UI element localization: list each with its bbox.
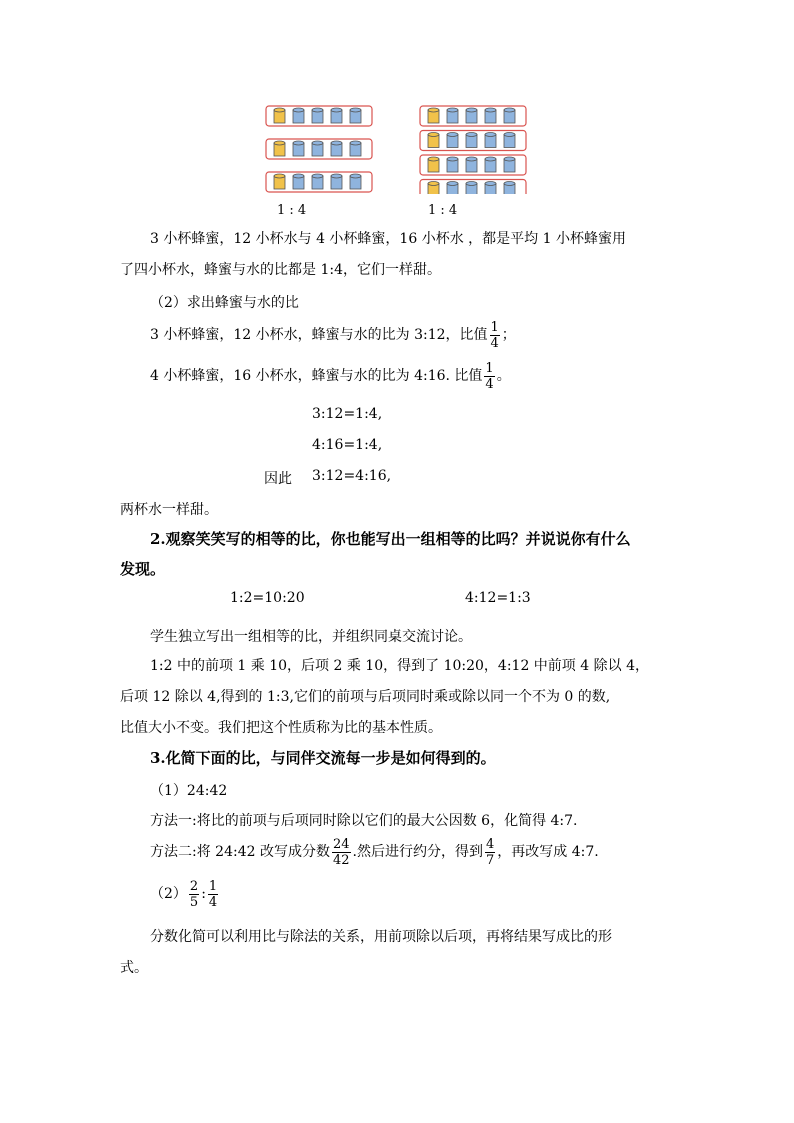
- paragraph-3-line-1: 1:2 中的前项 1 乘 10，后项 2 乘 10，得到了 10:20，4:12 中前项 4 除以 4，: [150, 658, 649, 674]
- therefore-label: 因此: [264, 471, 292, 487]
- fraction-4-7: $\frac{4}{7}$: [485, 836, 495, 868]
- cup-icon: [350, 108, 361, 123]
- cup-icon: [331, 174, 342, 189]
- cup-icon: [428, 133, 439, 148]
- paragraph-4-line-1: 分数化简可以利用比与除法的关系，用前项除以后项，再将结果写成比的形: [150, 929, 612, 945]
- ratio-line-1: 3 小杯蜂蜜，12 小杯水，蜂蜜与水的比为 3:12，比值 $\frac{1}{4}$ ；: [150, 319, 516, 351]
- cup-icon: [466, 157, 477, 172]
- cup-icon: [274, 141, 285, 156]
- cup-icon: [466, 108, 477, 123]
- cup-icon: [312, 141, 323, 156]
- cup-icon: [331, 141, 342, 156]
- paragraph-1-line-1: 3 小杯蜂蜜，12 小杯水与 4 小杯蜂蜜，16 小杯水 ，都是平均 1 小杯蜂蜜用: [150, 231, 626, 247]
- cup-icon: [466, 182, 477, 195]
- cup-icon: [293, 108, 304, 123]
- paragraph-2: 学生独立写出一组相等的比，并组织同桌交流讨论。: [150, 629, 472, 645]
- method-1: 方法一:将比的前项与后项同时除以它们的最大公因数 6，化简得 4:7.: [150, 813, 578, 829]
- cup-icon: [428, 157, 439, 172]
- cup-icon: [504, 157, 515, 172]
- question-2-heading: （2）求出蜂蜜与水的比: [150, 295, 299, 311]
- method-2: 方法二:将 24:42 改写成分数 $\frac{24}{42}$ .然后进行约分，得到 $\frac{4}{7}$ ，再改写成 4:7.: [150, 836, 599, 868]
- heading-2-line-2: 发现。: [120, 560, 166, 578]
- fraction-one-quarter: $\frac{1}{4}$: [490, 319, 499, 351]
- cup-icon: [485, 182, 496, 195]
- cup-icon: [293, 174, 304, 189]
- fraction-one-quarter: $\frac{1}{4}$: [485, 360, 494, 392]
- cup-icon: [312, 174, 323, 189]
- cup-icon: [504, 182, 515, 195]
- conclusion: 两杯水一样甜。: [120, 502, 218, 518]
- ratio-line-1-text: 3 小杯蜂蜜，12 小杯水，蜂蜜与水的比为 3:12，比值: [150, 327, 488, 343]
- cup-icon: [293, 141, 304, 156]
- cup-icon: [466, 133, 477, 148]
- cup-icon: [504, 108, 515, 123]
- cup-icon: [428, 108, 439, 123]
- question-3-1: （1）24:42: [150, 783, 228, 799]
- ratio-line-2-text: 4 小杯蜂蜜，16 小杯水，蜂蜜与水的比为 4:16. 比值: [150, 368, 483, 384]
- cup-icon: [504, 133, 515, 148]
- cup-icon: [312, 108, 323, 123]
- cup-icon: [447, 133, 458, 148]
- paragraph-1-line-2: 了四小杯水，蜂蜜与水的比都是 1:4，它们一样甜。: [120, 262, 441, 278]
- equation-1: 3:12=1:4,: [312, 406, 383, 422]
- paragraph-4-line-2: 式。: [120, 960, 148, 976]
- cup-icon: [485, 108, 496, 123]
- example-ratio-left: 1:2=10:20: [230, 590, 305, 606]
- cup-icon: [447, 157, 458, 172]
- paragraph-3-line-2: 后项 12 除以 4,得到的 1:3,它们的前项与后项同时乘或除以同一个不为 0 的数,: [120, 689, 611, 705]
- cup-icon: [447, 108, 458, 123]
- fraction-1-4: $\frac{1}{4}$: [208, 878, 218, 910]
- left-ratio-label: 1 : 4: [277, 203, 307, 218]
- cup-icon: [485, 157, 496, 172]
- cup-icon: [485, 133, 496, 148]
- cup-icon: [274, 108, 285, 123]
- cups-figure-left: [265, 104, 375, 194]
- cup-icon: [428, 182, 439, 195]
- cup-icon: [331, 108, 342, 123]
- heading-3: 3.化简下面的比，与同伴交流每一步是如何得到的。: [150, 749, 496, 767]
- equation-3: 3:12=4:16,: [312, 468, 392, 484]
- cup-icon: [350, 174, 361, 189]
- question-3-2: （2） $\frac{2}{5}$ : $\frac{1}{4}$: [150, 878, 218, 910]
- equation-2: 4:16=1:4,: [312, 437, 383, 453]
- fraction-2-5: $\frac{2}{5}$: [189, 878, 199, 910]
- cups-figure-right: [419, 104, 529, 194]
- right-ratio-label: 1 : 4: [428, 203, 458, 218]
- cup-icon: [274, 174, 285, 189]
- ratio-line-2: 4 小杯蜂蜜，16 小杯水，蜂蜜与水的比为 4:16. 比值 $\frac{1}{4}$ 。: [150, 360, 511, 392]
- fraction-24-42: $\frac{24}{42}$: [332, 836, 350, 868]
- heading-2-line-1: 2.观察笑笑写的相等的比，你也能写出一组相等的比吗？并说说你有什么: [150, 530, 631, 548]
- cup-icon: [447, 182, 458, 195]
- paragraph-3-line-3: 比值大小不变。我们把这个性质称为比的基本性质。: [120, 720, 442, 736]
- example-ratio-right: 4:12=1:3: [465, 590, 531, 606]
- cup-icon: [350, 141, 361, 156]
